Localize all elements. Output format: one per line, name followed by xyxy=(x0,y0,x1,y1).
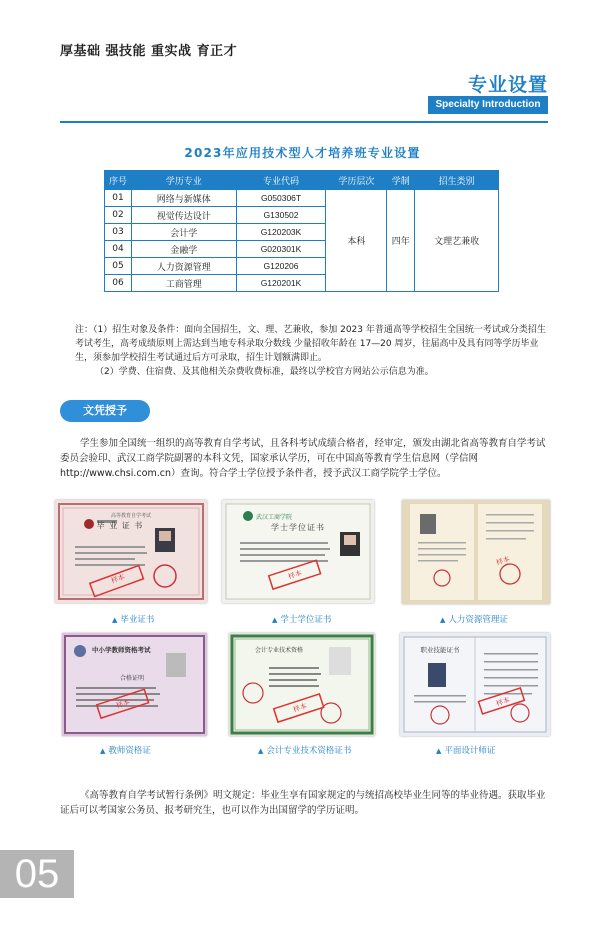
majors-table xyxy=(104,170,499,292)
admission-notes xyxy=(75,323,553,379)
degree-cert-stamp: 样本 xyxy=(287,569,303,581)
hr-certificate-image xyxy=(402,500,550,604)
accounting-cert-heading: 会计专业技术资格 xyxy=(255,647,304,654)
triangle-icon: ▲ xyxy=(258,747,264,755)
row-no: 01 xyxy=(105,190,132,207)
regulation-paragraph: 《高等教育自学考试暂行条例》明文规定：毕业生享有国家规定的与统招高校毕业生同等的毕业待遇。获取毕业证后可以考国家公务员、报考研究生，也可以作为出国留学的学历证明。 xyxy=(60,790,546,816)
caption-teacher xyxy=(100,744,151,756)
caption-text: 学士学位证书 xyxy=(280,615,332,625)
header-duration: 学制 xyxy=(387,171,415,190)
graduation-cert-heading: 毕 业 证 书 xyxy=(96,521,144,530)
page-slogan: 厚基础 强技能 重实战 育正才 xyxy=(60,44,238,59)
row-code: G120203K xyxy=(236,224,326,241)
designer-certificate-image xyxy=(400,633,550,736)
duration-cell: 四年 xyxy=(387,190,415,292)
header-level: 学历层次 xyxy=(326,171,387,190)
table-header-row xyxy=(105,171,499,190)
row-no: 02 xyxy=(105,207,132,224)
header-major: 学历专业 xyxy=(131,171,236,190)
note-1: 注：（1）招生对象及条件：面向全国招生，文、理、艺兼收，参加 2023 年普通高等学校招生全国统一考试或分类招生考试考生，高考成绩原则上需达到当地专科录取分数线 少量招收年龄在 17—20 周岁，往届高中及具有同等学历毕业生，须参加学校招生考试通过后方可录取，招生计划额满即止。 xyxy=(75,325,546,363)
row-no: 04 xyxy=(105,241,132,258)
accounting-cert-stamp: 样本 xyxy=(292,702,308,714)
row-major: 金融学 xyxy=(131,241,236,258)
teacher-cert-heading: 中小学教师资格考试 xyxy=(92,646,151,654)
designer-cert-stamp: 样本 xyxy=(495,696,511,708)
caption-text: 教师资格证 xyxy=(108,746,151,756)
designer-cert-heading: 职业技能证书 xyxy=(420,646,460,654)
page-number: 05 xyxy=(0,850,74,898)
degree-cert-heading: 学士学位证书 xyxy=(271,523,325,532)
row-no: 06 xyxy=(105,275,132,292)
caption-accounting xyxy=(258,744,351,756)
note-2: （2）学费、住宿费、及其他相关杂费收费标准，最终以学校官方网站公示信息为准。 xyxy=(95,367,434,377)
section-divider xyxy=(60,121,548,123)
section-title: 专业设置 xyxy=(467,74,548,96)
row-code: G020301K xyxy=(236,241,326,258)
diploma-section-pill: 文凭授予 xyxy=(60,400,150,422)
table-title: 2023年应用技术型人才培养班专业设置 xyxy=(184,146,421,160)
caption-graduation xyxy=(112,613,154,625)
triangle-icon: ▲ xyxy=(436,747,442,755)
header-no: 序号 xyxy=(105,171,132,190)
caption-text: 平面设计师证 xyxy=(444,746,496,756)
level-cell: 本科 xyxy=(326,190,387,292)
diploma-paragraph: 学生参加全国统一组织的高等教育自学考试，且各科考试成绩合格者，经审定，颁发由湖北省高等教育自学考试委员会验印、武汉工商学院副署的本科文凭，国家承认学历，可在中国高等教育学生信息网（学信网 http://www.chsi.com.cn）查询。符合学士学位授予条件者，授予武汉工商学院学士学位。 xyxy=(60,438,546,479)
row-no: 03 xyxy=(105,224,132,241)
hr-cert-stamp: 样本 xyxy=(495,555,511,567)
caption-degree xyxy=(272,613,331,625)
teacher-cert-stamp: 样本 xyxy=(115,698,131,710)
teacher-certificate-image xyxy=(62,633,207,736)
row-code: G050306T xyxy=(236,190,326,207)
triangle-icon: ▲ xyxy=(112,616,118,624)
table-row xyxy=(105,190,499,207)
triangle-icon: ▲ xyxy=(100,747,106,755)
degree-cert-top-text: 武汉工商学院 xyxy=(256,514,293,521)
category-cell: 文理艺兼收 xyxy=(415,190,499,292)
degree-certificate-image xyxy=(222,500,374,603)
row-major: 工商管理 xyxy=(131,275,236,292)
caption-hr xyxy=(440,613,508,625)
header-code: 专业代码 xyxy=(236,171,326,190)
graduation-certificate-image xyxy=(55,500,207,603)
row-major: 网络与新媒体 xyxy=(131,190,236,207)
accounting-certificate-image xyxy=(229,633,375,736)
row-major: 视觉传达设计 xyxy=(131,207,236,224)
caption-designer xyxy=(436,744,495,756)
graduation-cert-stamp: 样本 xyxy=(110,572,126,586)
triangle-icon: ▲ xyxy=(440,616,446,624)
row-code: G120201K xyxy=(236,275,326,292)
row-code: G130502 xyxy=(236,207,326,224)
row-code: G120206 xyxy=(236,258,326,275)
row-major: 会计学 xyxy=(131,224,236,241)
row-no: 05 xyxy=(105,258,132,275)
caption-text: 毕业证书 xyxy=(120,615,155,625)
row-major: 人力资源管理 xyxy=(131,258,236,275)
triangle-icon: ▲ xyxy=(272,616,278,624)
graduation-cert-top-text: 高等教育自学考试 xyxy=(110,513,151,519)
teacher-cert-subheading: 合格证明 xyxy=(119,675,144,682)
caption-text: 人力资源管理证 xyxy=(448,615,508,625)
section-subtitle: Specialty Introduction xyxy=(428,96,548,114)
header-category: 招生类别 xyxy=(415,171,499,190)
caption-text: 会计专业技术资格证书 xyxy=(266,746,352,756)
